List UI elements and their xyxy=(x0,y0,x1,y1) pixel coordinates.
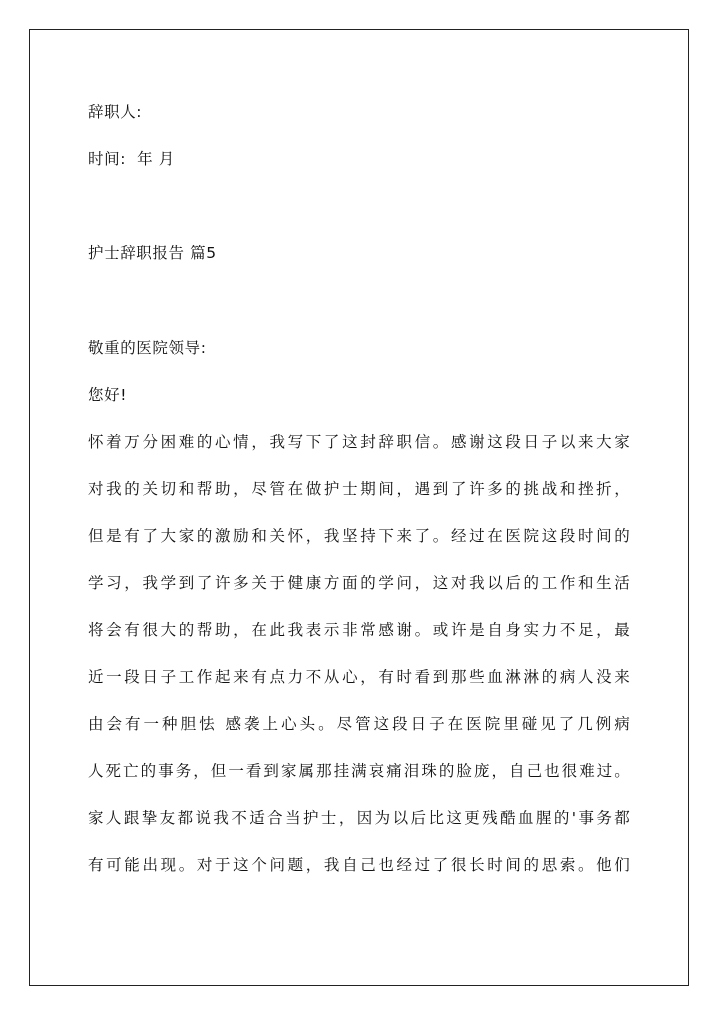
body-line: 但是有了大家的激励和关怀，我坚持下来了。经过在医院这段时间的 xyxy=(88,527,630,545)
body-line: 学习，我学到了许多关于健康方面的学问，这对我以后的工作和生活 xyxy=(88,574,630,592)
salutation: 敬重的医院领导: xyxy=(88,339,207,357)
body-line: 将会有很大的帮助，在此我表示非常感谢。或许是自身实力不足，最 xyxy=(88,621,630,639)
body-line: 对我的关切和帮助，尽管在做护士期间，遇到了许多的挑战和挫折， xyxy=(88,480,630,498)
body-line: 由会有一种胆怯 感袭上心头。尽管这段日子在医院里碰见了几例病 xyxy=(88,715,630,733)
greeting: 您好! xyxy=(88,386,128,404)
date-label: 时间: 年 月 xyxy=(88,150,175,168)
resigner-label: 辞职人: xyxy=(88,103,143,121)
body-line: 怀着万分困难的心情，我写下了这封辞职信。感谢这段日子以来大家 xyxy=(88,433,630,451)
body-line: 家人跟挚友都说我不适合当护士，因为以后比这更残酷血腥的'事务都 xyxy=(88,809,630,827)
body-line: 人死亡的事务，但一看到家属那挂满哀痛泪珠的脸庞，自己也很难过。 xyxy=(88,762,630,780)
section-title: 护士辞职报告 篇5 xyxy=(88,244,217,262)
body-line: 近一段日子工作起来有点力不从心，有时看到那些血淋淋的病人没来 xyxy=(88,668,630,686)
document-page xyxy=(29,29,689,986)
body-line: 有可能出现。对于这个问题，我自己也经过了很长时间的思索。他们 xyxy=(88,856,630,874)
